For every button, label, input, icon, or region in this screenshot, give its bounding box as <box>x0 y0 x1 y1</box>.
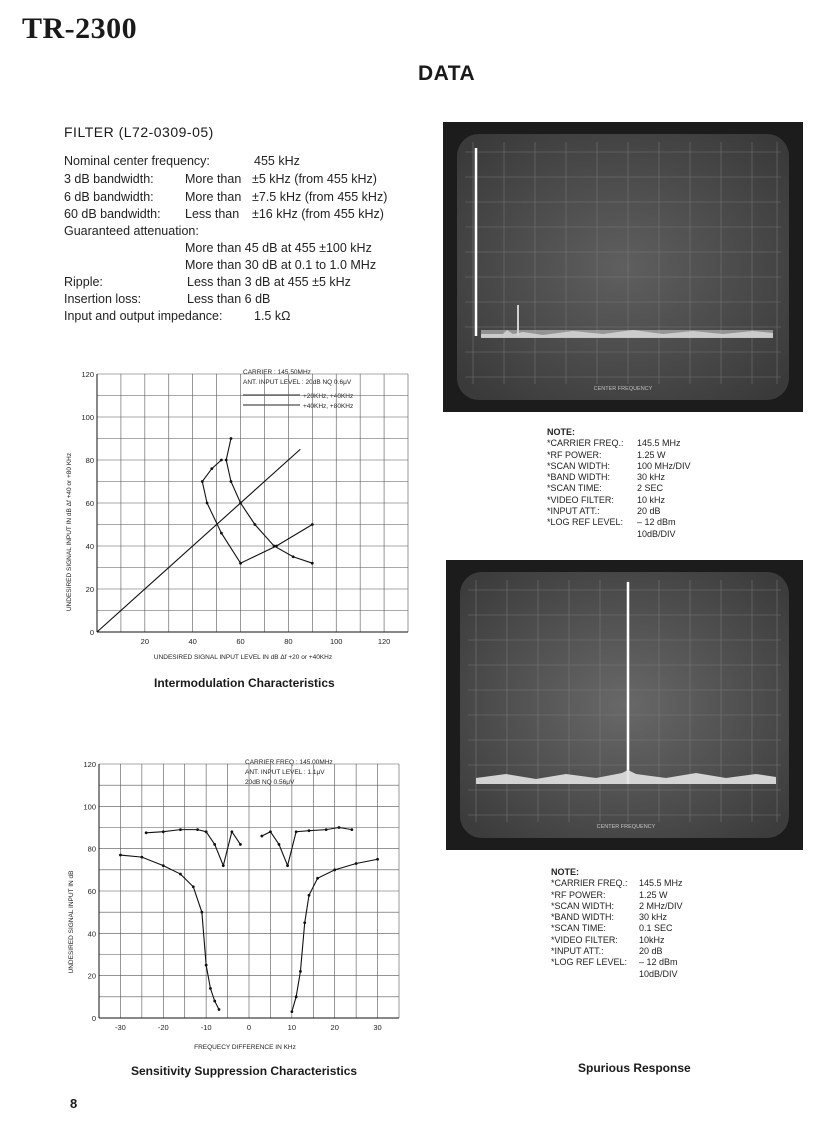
series-line <box>226 439 312 564</box>
note-value: 145.5 MHz <box>639 878 683 889</box>
data-point <box>220 459 223 462</box>
note-label: *SCAN TIME: <box>551 923 606 934</box>
spectrum-photo-1 <box>443 122 803 412</box>
note-value: 2 SEC <box>637 483 664 494</box>
spec-label: Guaranteed attenuation: <box>64 224 199 238</box>
data-point <box>119 854 122 857</box>
data-point <box>209 987 212 990</box>
spec-qualifier: Less than 3 dB at 455 ±5 kHz <box>187 275 351 289</box>
data-point <box>355 862 358 865</box>
y-tick-label: 100 <box>81 413 94 422</box>
data-point <box>230 830 233 833</box>
y-tick-label: 0 <box>89 628 94 637</box>
y-tick-label: 80 <box>85 456 94 465</box>
data-point <box>295 830 298 833</box>
chart2-note: 20dB NQ 0.56μV <box>245 779 295 786</box>
data-point <box>376 858 379 861</box>
series-line <box>146 830 240 866</box>
scope1-notes <box>547 427 691 540</box>
page-number: 8 <box>70 1096 78 1111</box>
chart2-xlabel: FREQUECY DIFFERENCE IN KHz <box>194 1044 296 1051</box>
spectrum-photo-2 <box>446 560 803 850</box>
note-title: NOTE: <box>551 867 579 877</box>
data-point <box>278 843 281 846</box>
data-point <box>333 868 336 871</box>
model-title: TR-2300 <box>22 12 138 45</box>
note-label: *CARRIER FREQ.: <box>547 438 624 449</box>
data-point <box>286 864 289 867</box>
x-tick-label: 120 <box>377 637 391 646</box>
chart2-note: ANT. INPUT LEVEL : 1.1μV <box>245 769 325 776</box>
spec-label: Input and output impedance: <box>64 309 223 323</box>
scope2-baseline-label: CENTER FREQUENCY <box>596 824 656 830</box>
data-point <box>213 843 216 846</box>
spec-value: 1.5 kΩ <box>254 309 291 323</box>
note-value: 10 kHz <box>637 494 666 505</box>
data-point <box>295 995 298 998</box>
data-point <box>206 502 209 505</box>
spec-qualifier: Less than 6 dB <box>187 292 271 306</box>
spec-qualifier: More than 45 dB at 455 ±100 kHz <box>185 241 372 255</box>
data-point <box>162 864 165 867</box>
note-value: 0.1 SEC <box>639 923 673 934</box>
x-tick-label: 20 <box>140 637 150 646</box>
note-label: *VIDEO FILTER: <box>547 494 614 505</box>
spec-value: ±7.5 kHz (from 455 kHz) <box>252 190 388 204</box>
spec-value: 455 kHz <box>254 154 300 168</box>
note-label: *BAND WIDTH: <box>551 912 614 923</box>
data-point <box>140 856 143 859</box>
chart1-xlabel: UNDESIRED SIGNAL INPUT LEVEL IN dB Δf +20 or +40KHz <box>153 654 333 661</box>
chart1-ylabel: UNDESIRED SIGNAL INPUT IN dB Δf +40 or +80 KHz <box>66 452 73 612</box>
data-point <box>269 830 272 833</box>
data-point <box>311 523 314 526</box>
x-tick-label: 0 <box>246 1023 252 1032</box>
y-tick-label: 0 <box>91 1014 96 1023</box>
note-value: 1.25 W <box>639 889 668 900</box>
data-point <box>210 467 213 470</box>
scope2-notes <box>551 867 683 980</box>
data-point <box>230 480 233 483</box>
y-tick-label: 20 <box>85 585 94 594</box>
spec-value: ±5 kHz (from 455 kHz) <box>252 172 377 186</box>
note-value: – 12 dBm <box>639 957 678 968</box>
data-point <box>338 826 341 829</box>
y-tick-label: 20 <box>87 971 96 981</box>
chart2-note: CARRIER FREQ : 145.00MHz <box>245 759 333 766</box>
data-point <box>253 523 256 526</box>
note-label: *VIDEO FILTER: <box>551 934 618 945</box>
data-point <box>260 835 263 838</box>
data-point <box>316 877 319 880</box>
note-value: 1.25 W <box>637 449 666 460</box>
note-label: *INPUT ATT.: <box>551 946 604 957</box>
spec-label: Nominal center frequency: <box>64 154 210 168</box>
data-point <box>290 1010 293 1013</box>
note-value: 20 dB <box>639 946 663 957</box>
chart1-legend-1: +20KHz, +40KHz <box>303 393 354 400</box>
note-label: *LOG REF LEVEL: <box>547 517 624 528</box>
x-tick-label: 80 <box>284 637 293 646</box>
y-tick-label: 100 <box>83 802 96 812</box>
note-label: *RF POWER: <box>551 889 606 900</box>
y-tick-label: 120 <box>81 370 94 379</box>
x-tick-label: 60 <box>236 637 245 646</box>
data-point <box>179 873 182 876</box>
data-point <box>230 437 233 440</box>
page-title: DATA <box>418 62 476 85</box>
data-point <box>292 555 295 558</box>
spec-label: 6 dB bandwidth: <box>64 190 154 204</box>
note-value: 20 dB <box>637 506 661 517</box>
series-line <box>202 460 312 563</box>
data-point <box>213 1000 216 1003</box>
chart2-ylabel: UNDESIRED SIGNAL INPUT IN dB <box>68 870 75 974</box>
spec-value: ±16 kHz (from 455 kHz) <box>252 207 384 221</box>
data-point <box>145 831 148 834</box>
note-label: *BAND WIDTH: <box>547 472 610 483</box>
note-value: 10kHz <box>639 934 665 945</box>
spec-qualifier: Less than <box>185 207 240 221</box>
spec-label: Insertion loss: <box>64 292 142 306</box>
data-point <box>308 829 311 832</box>
note-value: 30 kHz <box>639 912 668 923</box>
spec-label: 60 dB bandwidth: <box>64 207 161 221</box>
x-tick-label: 20 <box>330 1023 339 1032</box>
note-value: 100 MHz/DIV <box>637 460 691 471</box>
note-value: 10dB/DIV <box>637 528 676 539</box>
x-tick-label: -30 <box>115 1023 126 1032</box>
spec-qualifier: More than <box>185 190 242 204</box>
data-point <box>218 1008 221 1011</box>
data-point <box>308 894 311 897</box>
note-value: 2 MHz/DIV <box>639 900 683 911</box>
note-label: *SCAN TIME: <box>547 483 602 494</box>
data-point <box>325 828 328 831</box>
x-tick-label: -10 <box>200 1023 212 1032</box>
spec-qualifier: More than <box>185 172 242 186</box>
y-tick-label: 60 <box>87 887 96 896</box>
x-tick-label: -20 <box>157 1023 169 1032</box>
data-point <box>192 885 195 888</box>
note-label: *RF POWER: <box>547 449 602 460</box>
data-point <box>162 830 165 833</box>
data-point <box>350 828 353 831</box>
y-tick-label: 60 <box>85 499 94 508</box>
note-label: *LOG REF LEVEL: <box>551 957 628 968</box>
x-tick-label: 10 <box>287 1023 297 1032</box>
y-tick-label: 80 <box>87 844 96 854</box>
spec-label: 3 dB bandwidth: <box>64 172 154 186</box>
data-point <box>220 532 223 535</box>
note-value: – 12 dBm <box>637 517 676 528</box>
data-point <box>179 828 182 831</box>
chart1-legend-2: +40KHz, +80KHz <box>303 403 354 410</box>
data-point <box>239 843 242 846</box>
data-point <box>299 970 302 973</box>
data-point <box>200 911 203 914</box>
y-tick-label: 120 <box>83 760 96 769</box>
spec-label: Ripple: <box>64 275 103 289</box>
note-value: 145.5 MHz <box>637 438 681 449</box>
series-line <box>120 855 219 1010</box>
scope1-baseline-label: CENTER FREQUENCY <box>593 386 653 392</box>
sensitivity-chart <box>60 742 410 1054</box>
note-label: *CARRIER FREQ.: <box>551 878 628 889</box>
data-point <box>311 562 314 565</box>
note-title: NOTE: <box>547 427 575 437</box>
note-value: 10dB/DIV <box>639 968 678 979</box>
intermodulation-chart <box>60 352 410 664</box>
data-point <box>205 830 208 833</box>
note-label: *INPUT ATT.: <box>547 506 600 517</box>
x-tick-label: 40 <box>188 637 197 646</box>
note-label: *SCAN WIDTH: <box>551 900 614 911</box>
data-point <box>201 480 204 483</box>
chart1-note: CARRIER : 145.50MHz <box>243 369 311 376</box>
series-line <box>262 828 352 866</box>
data-point <box>225 459 228 462</box>
chart1-caption: Intermodulation Characteristics <box>154 676 335 690</box>
data-point <box>239 562 242 565</box>
chart2-caption: Sensitivity Suppression Characteristics <box>131 1064 358 1078</box>
note-label: *SCAN WIDTH: <box>547 460 610 471</box>
data-point <box>222 864 225 867</box>
scope2-caption: Spurious Response <box>578 1061 691 1075</box>
data-point <box>205 964 208 967</box>
data-point <box>273 545 276 548</box>
y-tick-label: 40 <box>87 929 96 939</box>
y-tick-label: 40 <box>85 542 94 551</box>
data-point <box>196 828 199 831</box>
spec-qualifier: More than 30 dB at 0.1 to 1.0 MHz <box>185 258 377 272</box>
chart1-note: ANT. INPUT LEVEL : 20dB NQ 0.6μV <box>243 379 352 386</box>
data-point <box>303 921 306 924</box>
note-value: 30 kHz <box>637 472 666 483</box>
x-tick-label: 30 <box>373 1023 382 1032</box>
x-tick-label: 100 <box>329 637 343 646</box>
filter-heading: FILTER (L72-0309-05) <box>64 124 214 140</box>
